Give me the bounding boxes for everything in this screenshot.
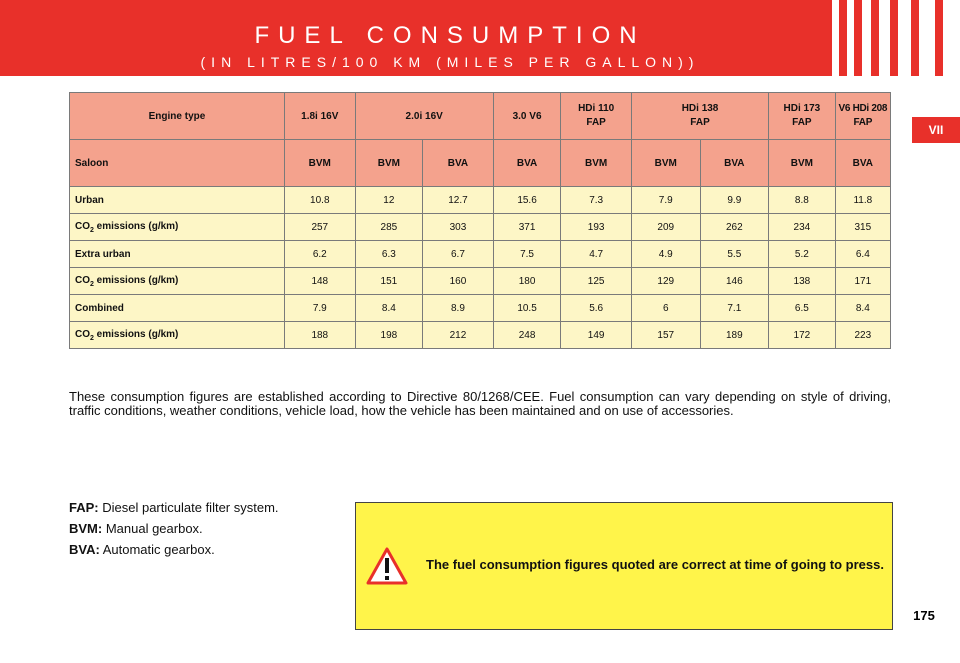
table-cell: 6.5 (769, 295, 836, 322)
table-cell: 8.4 (835, 295, 890, 322)
engine-header-cell: 1.8i 16V (284, 93, 355, 140)
engine-type-row (70, 93, 891, 140)
warning-box (355, 502, 893, 630)
table-cell: 303 (423, 214, 494, 241)
table-cell: 8.8 (769, 187, 836, 214)
table-cell: 6.3 (355, 241, 423, 268)
legend-item: FAP: Diesel particulate filter system. (69, 500, 279, 515)
table-cell: 171 (835, 268, 890, 295)
table-cell: 149 (561, 322, 632, 349)
page-header (0, 0, 960, 76)
table-cell: 9.9 (700, 187, 769, 214)
legend-item: BVM: Manual gearbox. (69, 521, 203, 536)
table-cell: 5.5 (700, 241, 769, 268)
table-cell: 160 (423, 268, 494, 295)
table-cell: 12 (355, 187, 423, 214)
table-cell: 180 (493, 268, 561, 295)
row-label: Extra urban (70, 241, 285, 268)
table-cell: 8.4 (355, 295, 423, 322)
table-cell: 193 (561, 214, 632, 241)
table-cell: 6.7 (423, 241, 494, 268)
saloon-label: Saloon (70, 140, 285, 187)
table-cell: 138 (769, 268, 836, 295)
row-label: $CO_2$ emissions (g/km) (70, 214, 285, 241)
saloon-row (70, 140, 891, 187)
gearbox-cell: BVM (631, 140, 700, 187)
row-label: Combined (70, 295, 285, 322)
engine-header-cell: HDi 138 FAP (631, 93, 768, 140)
table-cell: 5.6 (561, 295, 632, 322)
fuel-consumption-table (69, 92, 891, 349)
gearbox-cell: BVA (493, 140, 561, 187)
table-cell: 257 (284, 214, 355, 241)
table-cell: 198 (355, 322, 423, 349)
table-cell: 7.1 (700, 295, 769, 322)
table-cell: 146 (700, 268, 769, 295)
table-cell: 189 (700, 322, 769, 349)
table-cell: 7.5 (493, 241, 561, 268)
warning-text: The fuel consumption figures quoted are correct at time of going to press. (426, 557, 884, 572)
table-cell: 11.8 (835, 187, 890, 214)
table-cell: 7.9 (284, 295, 355, 322)
legend-item: BVA: Automatic gearbox. (69, 542, 215, 557)
table-row (70, 295, 891, 322)
warning-triangle-icon (366, 547, 408, 585)
engine-header-cell: V6 HDi 208 FAP (835, 93, 890, 140)
engine-header-cell: HDi 110 FAP (561, 93, 632, 140)
table-cell: 148 (284, 268, 355, 295)
table-cell: 212 (423, 322, 494, 349)
gearbox-cell: BVA (700, 140, 769, 187)
table-cell: 5.2 (769, 241, 836, 268)
engine-header-cell: 2.0i 16V (355, 93, 493, 140)
gearbox-cell: BVM (769, 140, 836, 187)
table-cell: 6.4 (835, 241, 890, 268)
table-cell: 172 (769, 322, 836, 349)
table-cell: 234 (769, 214, 836, 241)
table-cell: 6.2 (284, 241, 355, 268)
table-cell: 7.9 (631, 187, 700, 214)
table-cell: 6 (631, 295, 700, 322)
row-label: $CO_2$ emissions (g/km) (70, 268, 285, 295)
table-cell: 151 (355, 268, 423, 295)
abbreviation-legend (69, 500, 279, 563)
chapter-tab[interactable]: VII (912, 117, 960, 143)
table-cell: 209 (631, 214, 700, 241)
table-cell: 10.8 (284, 187, 355, 214)
gearbox-cell: BVM (355, 140, 423, 187)
table-cell: 223 (835, 322, 890, 349)
table-cell: 157 (631, 322, 700, 349)
table-row (70, 268, 891, 295)
engine-header-cell: 3.0 V6 (493, 93, 561, 140)
gearbox-cell: BVM (561, 140, 632, 187)
table-row (70, 187, 891, 214)
table-cell: 7.3 (561, 187, 632, 214)
gearbox-cell: BVA (423, 140, 494, 187)
consumption-note: These consumption figures are established according to Directive 80/1268/CEE. Fuel consumption can vary depending on style of driving, traffic conditions, weather conditions, vehicle load, how the vehicle has been maintained and on use of accessories. (69, 389, 891, 418)
table-cell: 15.6 (493, 187, 561, 214)
header-stripes-decoration (832, 0, 960, 76)
engine-type-header: Engine type (70, 93, 285, 140)
table-cell: 4.9 (631, 241, 700, 268)
page-subtitle: (IN LITRES/100 KM (MILES PER GALLON)) (200, 54, 700, 70)
page-title: FUEL CONSUMPTION (254, 22, 646, 49)
table-cell: 125 (561, 268, 632, 295)
table-row (70, 322, 891, 349)
table-cell: 188 (284, 322, 355, 349)
gearbox-cell: BVM (284, 140, 355, 187)
table-row (70, 214, 891, 241)
table-cell: 315 (835, 214, 890, 241)
row-label: Urban (70, 187, 285, 214)
table-cell: 248 (493, 322, 561, 349)
consumption-data-rows (70, 187, 891, 349)
table-cell: 12.7 (423, 187, 494, 214)
table-cell: 10.5 (493, 295, 561, 322)
table-cell: 4.7 (561, 241, 632, 268)
table-cell: 8.9 (423, 295, 494, 322)
table-cell: 262 (700, 214, 769, 241)
table-cell: 371 (493, 214, 561, 241)
table-row (70, 241, 891, 268)
page-number: 175 (913, 608, 935, 623)
table-cell: 129 (631, 268, 700, 295)
engine-header-cell: HDi 173 FAP (769, 93, 836, 140)
table-cell: 285 (355, 214, 423, 241)
gearbox-cell: BVA (835, 140, 890, 187)
row-label: $CO_2$ emissions (g/km) (70, 322, 285, 349)
